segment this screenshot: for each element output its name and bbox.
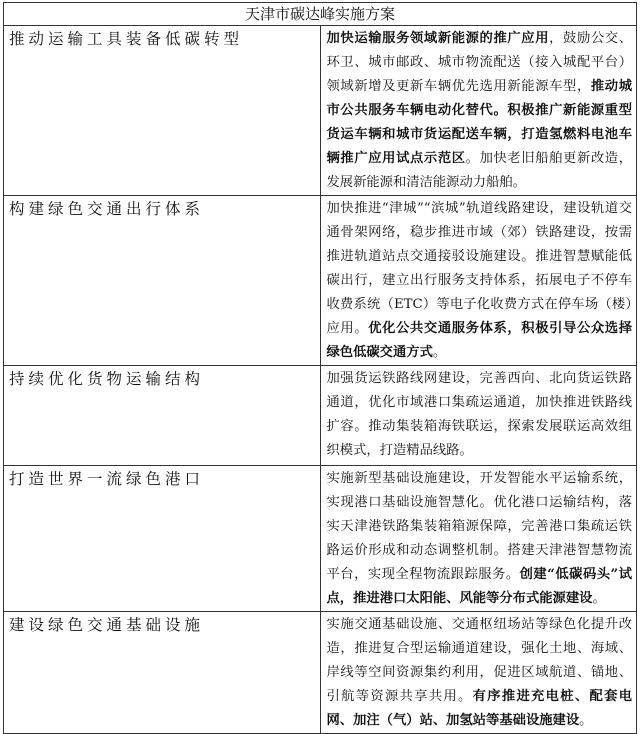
table-row xyxy=(4,466,637,612)
plan-table xyxy=(3,2,637,734)
category-cell: 打造世界一流绿色港口 xyxy=(4,466,321,612)
table-title: 天津市碳达峰实施方案 xyxy=(4,3,637,26)
description-cell xyxy=(320,612,637,734)
table-row xyxy=(4,612,637,734)
bold-text-segment: 有序推进充电桩、配套电网、加注（气）站、加氢站等基础设施建设 xyxy=(326,689,633,728)
category-cell: 持续优化货物运输结构 xyxy=(4,366,321,466)
bold-text-segment: 加快运输服务领域新能源的推广应用 xyxy=(326,31,550,46)
text-segment: 。 xyxy=(592,591,606,606)
bold-text-segment: 推动城市公共服务车辆电动化替代。积极推广新能源重型货运车辆和城市货运配送车辆，打造氢燃料电池车辆推广应用试点示范区 xyxy=(326,79,633,166)
text-segment: 加强货运铁路线网建设，完善西向、北向货运铁路通道，优化市域港口集疏运通道，加快推进铁路线扩容。推动集装箱海铁联运，探索发展联运高效组织模式，打造精品线路。 xyxy=(326,371,632,458)
text-segment: 。 xyxy=(579,713,593,728)
text-segment: 实施新型基础设施建设，开发智能水平运输系统，实现港口基础设施智慧化。优化港口运输结构，落实天津港铁路集装箱箱源保障，完善港口集疏运铁路运价形成和动态调整机制。搭建天津港智慧物流平台，实现全程物流跟踪服务。 xyxy=(326,471,632,582)
bold-text-segment: 优化公共交通服务体系，积极引导公众选择绿色低碳交通方式 xyxy=(326,321,633,360)
description-cell xyxy=(320,196,637,366)
text-segment: 加快推进“津城”“滨城”轨道线路建设，建设轨道交通骨架网络，稳步推进市域（郊）铁路建设，按需推进轨道站点交通接驳设施建设。推进智慧赋能低碳出行，建立出行服务支持体系，拓展电子不停车收费系统（ETC）等电子化收费方式在停车场（楼）应用。 xyxy=(326,201,632,336)
category-cell: 建设绿色交通基础设施 xyxy=(4,612,321,734)
text-segment: 。 xyxy=(432,345,447,360)
text-segment: ，鼓励公交、环卫、城市邮政、城市物流配送（接入城配平台）领域新增及更新车辆优先选用新能源车型， xyxy=(326,31,633,94)
table-row xyxy=(4,366,637,466)
table-row xyxy=(4,26,637,196)
table-row xyxy=(4,196,637,366)
description-cell xyxy=(320,26,637,196)
description-cell xyxy=(320,366,637,466)
category-cell: 推动运输工具装备低碳转型 xyxy=(4,26,321,196)
bold-text-segment: 创建“低碳码头”试点，推进港口太阳能、风能等分布式能源建设 xyxy=(326,567,633,606)
category-cell: 构建绿色交通出行体系 xyxy=(4,196,321,366)
text-segment: 实施交通基础设施、交通枢纽场站等绿色化提升改造，推进复合型运输通道建设，强化土地、海域、岸线等空间资源集约利用，促进区域航道、锚地、引航等资源共享共用。 xyxy=(326,617,632,704)
text-segment: 。加快老旧船舶更新改造，发展新能源和清洁能源动力船舶。 xyxy=(326,151,633,190)
description-cell xyxy=(320,466,637,612)
